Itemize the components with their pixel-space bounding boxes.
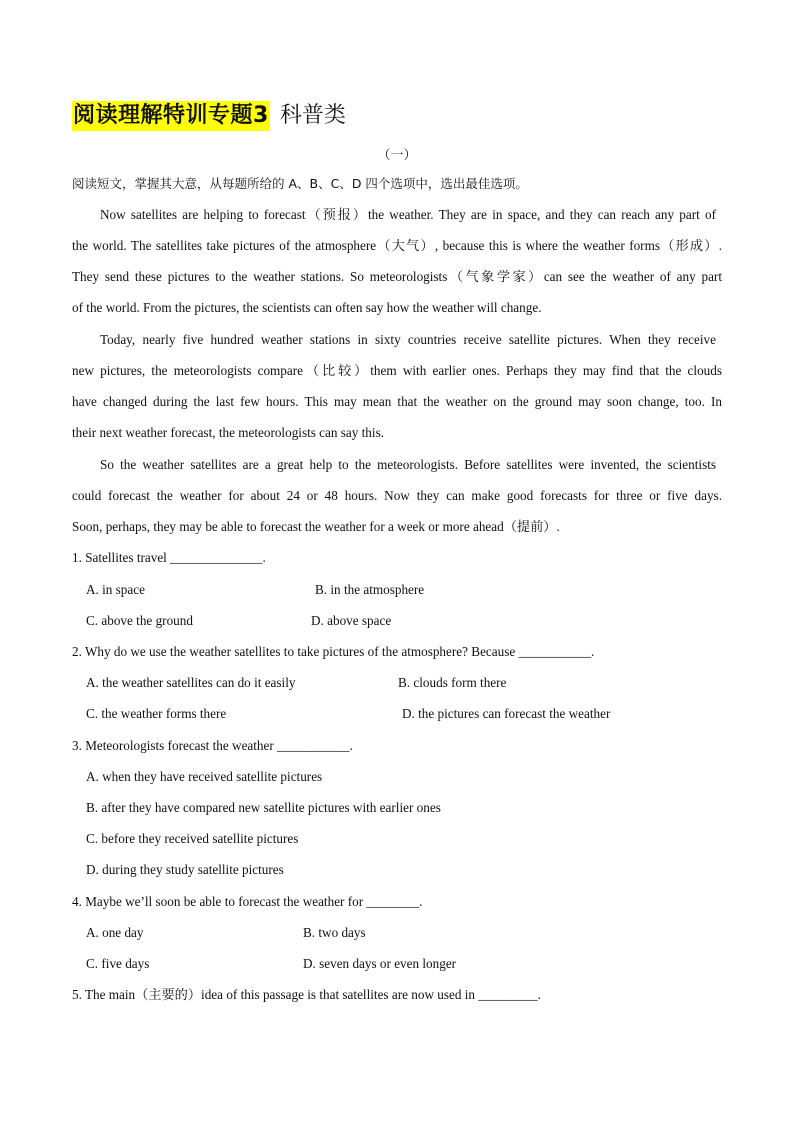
answer-option: D. during they study satellite pictures: [86, 862, 284, 877]
answer-option: A. when they have received satellite pictures: [86, 769, 323, 784]
answer-option: B. after they have compared new satellite pictures with earlier ones: [86, 800, 441, 815]
passage-line: their next weather forecast, the meteorologists can say this.: [72, 425, 384, 440]
answer-option: A. the weather satellites can do it easily: [86, 675, 296, 690]
instruction-text: 阅读短文，掌握其大意，从每题所给的 A、B、C、D 四个选项中，选出最佳选项。: [72, 176, 528, 191]
title-highlight: 阅读理解特训专题3: [72, 101, 270, 131]
passage-line: They send these pictures to the weather stations. So meteorologists（气象学家）can see the weather of any part: [72, 269, 722, 284]
answer-option: C. the weather forms there: [86, 706, 227, 721]
answer-option: B. clouds form there: [398, 675, 507, 690]
answer-option: A. in space: [86, 582, 145, 597]
question-stem: 5. The main（主要的）idea of this passage is that satellites are now used in _________.: [72, 987, 541, 1002]
question-stem: 3. Meteorologists forecast the weather ___________.: [72, 738, 353, 753]
answer-option: B. two days: [303, 925, 366, 940]
answer-option: B. in the atmosphere: [315, 582, 425, 597]
question-stem: 1. Satellites travel ______________.: [72, 550, 266, 565]
title-topic: 科普类: [279, 103, 346, 128]
page-title: [72, 100, 346, 132]
answer-option: D. the pictures can forecast the weather: [402, 706, 611, 721]
passage-line: have changed during the last few hours. This may mean that the weather on the ground may soon change, too. In: [72, 394, 722, 409]
question-stem: 2. Why do we use the weather satellites to take pictures of the atmosphere? Because ___________.: [72, 644, 595, 659]
answer-option: D. seven days or even longer: [303, 956, 457, 971]
section-number: （一）: [377, 147, 417, 162]
passage-line: could forecast the weather for about 24 or 48 hours. Now they can make good forecasts for three or five days.: [72, 488, 722, 503]
passage-line: Soon, perhaps, they may be able to forecast the weather for a week or more ahead（提前）.: [72, 519, 560, 534]
answer-option: A. one day: [86, 925, 144, 940]
passage-line: So the weather satellites are a great help to the meteorologists. Before satellites were invented, the scientists: [100, 457, 716, 472]
passage-line: Today, nearly five hundred weather stations in sixty countries receive satellite pictures. When they receive: [100, 332, 716, 347]
answer-option: D. above space: [311, 613, 392, 628]
passage-line: of the world. From the pictures, the scientists can often say how the weather will change.: [72, 300, 542, 315]
answer-option: C. above the ground: [86, 613, 193, 628]
passage-line: the world. The satellites take pictures of the atmosphere（大气）, because this is where the weather forms（形成）.: [72, 238, 722, 253]
answer-option: C. before they received satellite pictures: [86, 831, 299, 846]
question-stem: 4. Maybe we’ll soon be able to forecast the weather for ________.: [72, 894, 423, 909]
passage-line: Now satellites are helping to forecast（预报）the weather. They are in space, and they can reach any part of: [100, 207, 716, 222]
passage-line: new pictures, the meteorologists compare（比较）them with earlier ones. Perhaps they may find that the clouds: [72, 363, 722, 378]
answer-option: C. five days: [86, 956, 150, 971]
